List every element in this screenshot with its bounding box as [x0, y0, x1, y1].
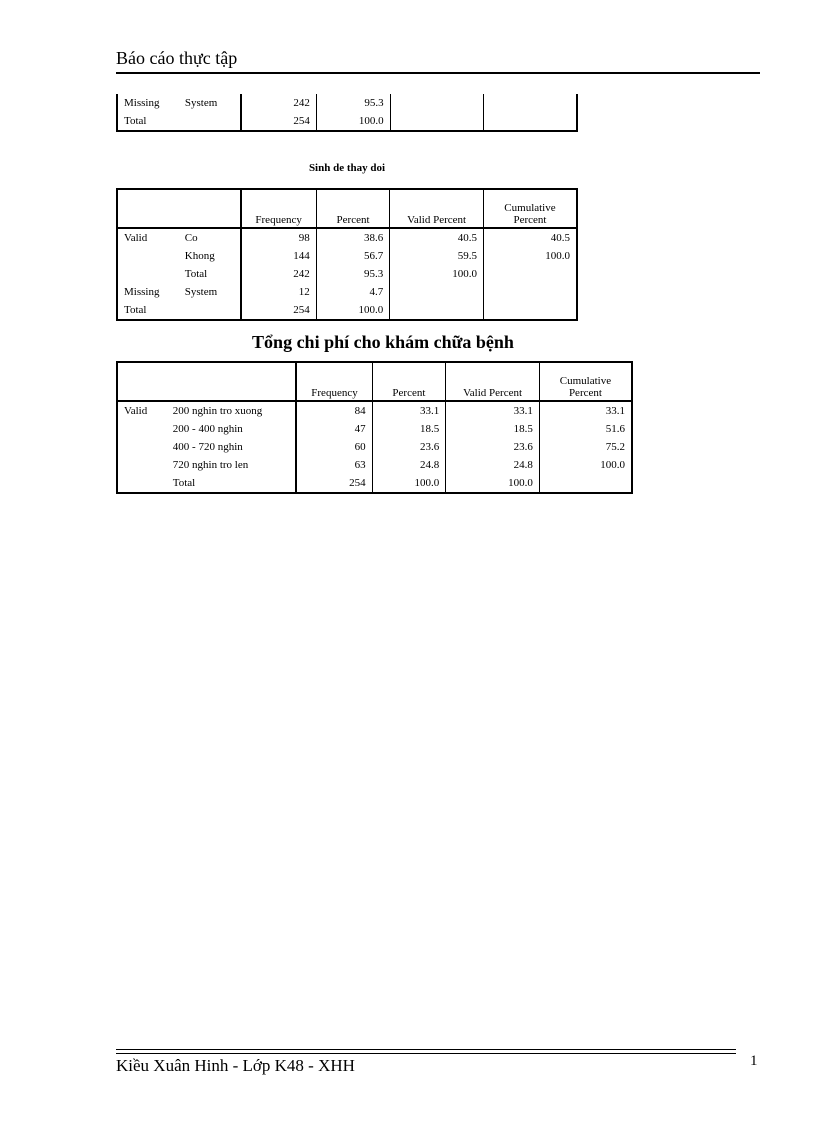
cumulative-percent-cell: 100.0 [483, 247, 577, 265]
table-row [117, 301, 577, 320]
footer-author: Kiều Xuân Hinh - Lớp K48 - XHH [116, 1056, 355, 1075]
header-cumulative-line1: Cumulative [504, 202, 556, 214]
header-cumulative-line2: Percent [568, 387, 602, 399]
header-blank [117, 189, 241, 228]
valid-percent-cell: 33.1 [446, 401, 540, 420]
table-row [117, 265, 577, 283]
table-row [117, 420, 632, 438]
cumulative-percent-cell: 75.2 [539, 438, 632, 456]
table-row [117, 228, 577, 247]
percent-cell: 100.0 [372, 474, 446, 493]
page-number: 1 [750, 1053, 758, 1069]
frequency-cell: 254 [296, 474, 372, 493]
cumulative-percent-cell: 33.1 [539, 401, 632, 420]
cumulative-percent-cell [484, 112, 577, 131]
page-header [116, 48, 760, 74]
row-label: Missing [117, 94, 179, 112]
table-row [117, 283, 577, 301]
cumulative-percent-cell [483, 283, 577, 301]
frequency-cell: 254 [241, 301, 317, 320]
header-valid-percent: Valid Percent [446, 362, 540, 401]
row-label [117, 456, 167, 474]
header-cumulative-percent [539, 362, 632, 401]
row-label: Total [117, 112, 179, 131]
row-label: Missing [117, 283, 179, 301]
valid-percent-cell: 59.5 [390, 247, 484, 265]
frequency-cell: 254 [241, 112, 317, 131]
row-sublabel [179, 112, 241, 131]
percent-cell: 95.3 [316, 265, 390, 283]
table-row [117, 438, 632, 456]
percent-cell: 4.7 [316, 283, 390, 301]
table-row [117, 247, 577, 265]
percent-cell: 100.0 [316, 301, 390, 320]
header-cumulative-line1: Cumulative [559, 375, 612, 387]
frequency-cell: 47 [296, 420, 372, 438]
frequency-cell: 12 [241, 283, 317, 301]
frequency-cell: 242 [241, 94, 317, 112]
row-sublabel: 400 - 720 nghin [172, 441, 243, 453]
row-sublabel: Total [184, 268, 208, 280]
table-title: Tổng chi phí cho khám chữa bệnh [252, 332, 514, 352]
table-row [117, 456, 632, 474]
frequency-cell: 98 [241, 228, 317, 247]
percent-cell: 95.3 [316, 94, 390, 112]
frequency-cell: 84 [296, 401, 372, 420]
header-valid-percent: Valid Percent [390, 189, 484, 228]
table-row [117, 94, 577, 112]
cumulative-percent-cell: 40.5 [483, 228, 577, 247]
percent-cell: 56.7 [316, 247, 390, 265]
row-label: Valid [117, 401, 167, 420]
header-cumulative-line2: Percent [513, 214, 547, 226]
header-percent: Percent [316, 189, 390, 228]
percent-cell: 24.8 [372, 456, 446, 474]
percent-cell: 18.5 [372, 420, 446, 438]
valid-percent-cell [390, 94, 483, 112]
valid-percent-cell: 18.5 [446, 420, 540, 438]
row-label [117, 420, 167, 438]
percent-cell: 100.0 [316, 112, 390, 131]
table-sinh-de-thay-doi [116, 188, 578, 321]
header-percent: Percent [372, 362, 446, 401]
cumulative-percent-cell [483, 265, 577, 283]
row-label: Valid [117, 228, 179, 247]
header-frequency: Frequency [296, 362, 372, 401]
table-header-row [117, 362, 632, 401]
table-row [117, 474, 632, 493]
table-tong-chi-phi [116, 361, 633, 494]
cumulative-percent-cell [484, 94, 577, 112]
valid-percent-cell [390, 283, 484, 301]
percent-cell: 23.6 [372, 438, 446, 456]
valid-percent-cell: 100.0 [390, 265, 484, 283]
cumulative-percent-cell [483, 301, 577, 320]
table-title: Sinh de thay doi [308, 162, 386, 174]
row-sublabel: 200 nghin tro xuong [172, 405, 263, 417]
cumulative-percent-cell: 100.0 [539, 456, 632, 474]
frequency-cell: 144 [241, 247, 317, 265]
valid-percent-cell: 100.0 [446, 474, 540, 493]
report-title: Báo cáo thực tập [116, 48, 238, 68]
table-row [117, 112, 577, 131]
percent-cell: 33.1 [372, 401, 446, 420]
row-sublabel: Khong [184, 250, 215, 262]
cumulative-percent-cell: 51.6 [539, 420, 632, 438]
table-header-row [117, 189, 577, 228]
row-label [117, 474, 167, 493]
row-label [117, 247, 179, 265]
header-blank [117, 362, 296, 401]
row-sublabel [179, 301, 241, 320]
frequency-cell: 63 [296, 456, 372, 474]
header-frequency: Frequency [241, 189, 317, 228]
footer-divider [116, 1049, 736, 1054]
row-sublabel: 200 - 400 nghin [172, 423, 243, 435]
cumulative-percent-cell [539, 474, 632, 493]
row-sublabel: Total [167, 474, 297, 493]
frequency-cell: 242 [241, 265, 317, 283]
valid-percent-cell [390, 112, 483, 131]
row-label [117, 438, 167, 456]
valid-percent-cell: 40.5 [390, 228, 484, 247]
valid-percent-cell [390, 301, 484, 320]
row-sublabel: System [184, 97, 218, 109]
row-sublabel: Co [184, 232, 198, 244]
row-label: Total [117, 301, 179, 320]
header-cumulative-percent [483, 189, 577, 228]
frequency-cell: 60 [296, 438, 372, 456]
row-label [117, 265, 179, 283]
table-missing-total [116, 94, 578, 132]
row-sublabel: System [184, 286, 218, 298]
table-row [117, 401, 632, 420]
percent-cell: 38.6 [316, 228, 390, 247]
valid-percent-cell: 24.8 [446, 456, 540, 474]
valid-percent-cell: 23.6 [446, 438, 540, 456]
row-sublabel: 720 nghin tro len [172, 459, 249, 471]
